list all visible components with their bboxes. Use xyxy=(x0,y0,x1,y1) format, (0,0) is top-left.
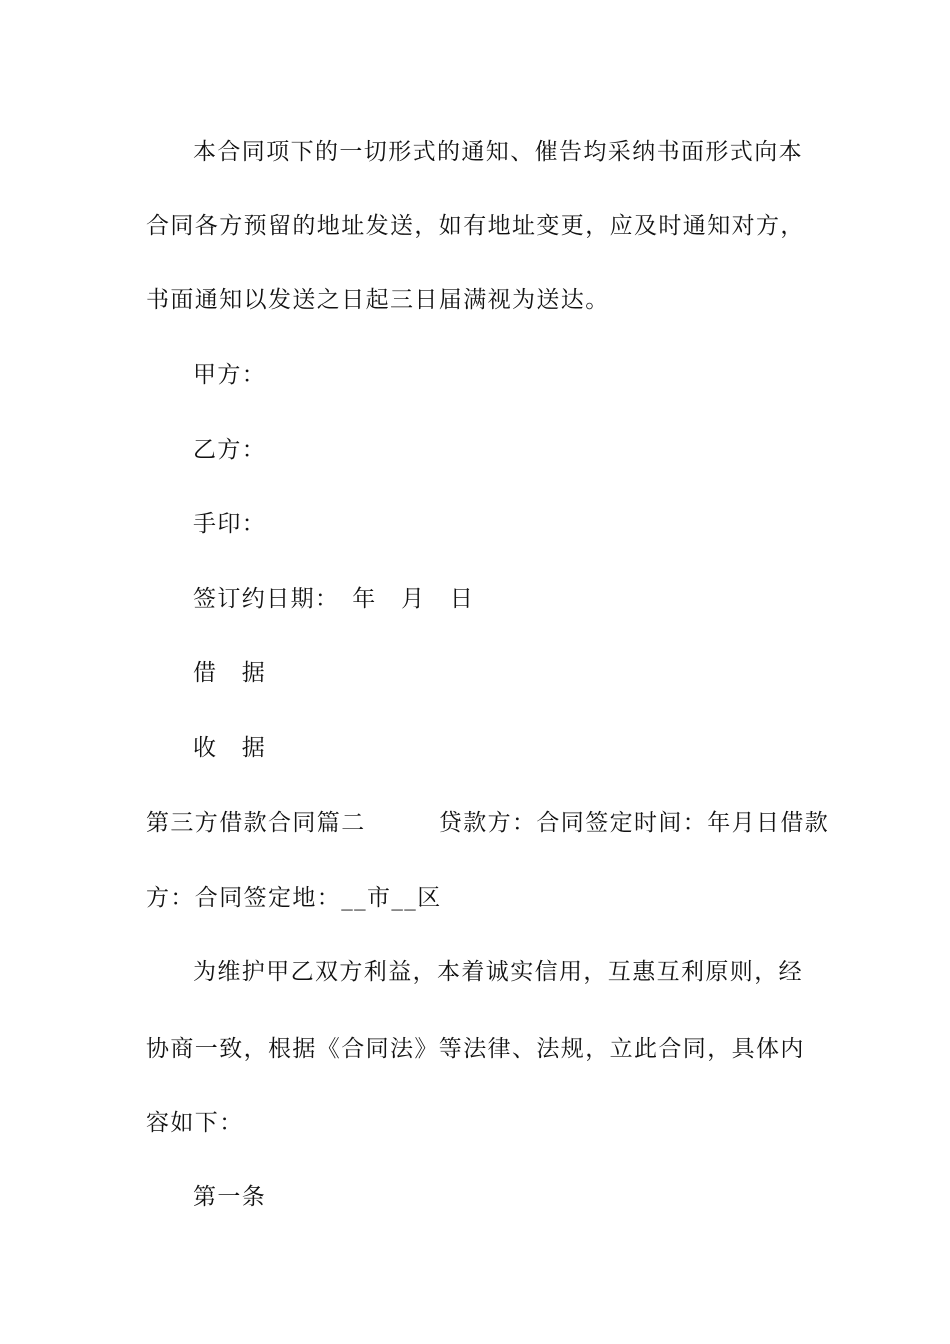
paragraph-notice-line-3: 书面通知以发送之日起三日届满视为送达。 xyxy=(146,287,610,313)
paragraph-notice-line-2: 合同各方预留的地址发送，如有地址变更，应及时通知对方， xyxy=(146,213,805,239)
paragraph-notice-line-1: 本合同项下的一切形式的通知、催告均采纳书面形式向本 xyxy=(193,139,803,165)
receipt-heading: 收 据 xyxy=(193,735,267,761)
paragraph-purpose-line-3: 容如下： xyxy=(146,1110,244,1136)
section2-header-line-2: 方：合同签定地：__市__区 xyxy=(146,885,442,911)
paragraph-purpose-line-2: 协商一致，根据《合同法》等法律、法规，立此合同，具体内 xyxy=(146,1036,805,1062)
party-b-label: 乙方： xyxy=(193,437,267,463)
loan-receipt-heading: 借 据 xyxy=(193,660,267,686)
paragraph-purpose-line-1: 为维护甲乙双方利益，本着诚实信用，互惠互利原则，经 xyxy=(193,959,803,985)
sign-date-label: 签订约日期： 年 月 日 xyxy=(193,586,475,612)
party-a-label: 甲方： xyxy=(193,362,267,388)
fingerprint-label: 手印： xyxy=(193,511,267,537)
section2-header-line-1: 第三方借款合同篇二 贷款方：合同签定时间：年月日借款 xyxy=(146,810,830,836)
article-1-heading: 第一条 xyxy=(193,1184,267,1210)
